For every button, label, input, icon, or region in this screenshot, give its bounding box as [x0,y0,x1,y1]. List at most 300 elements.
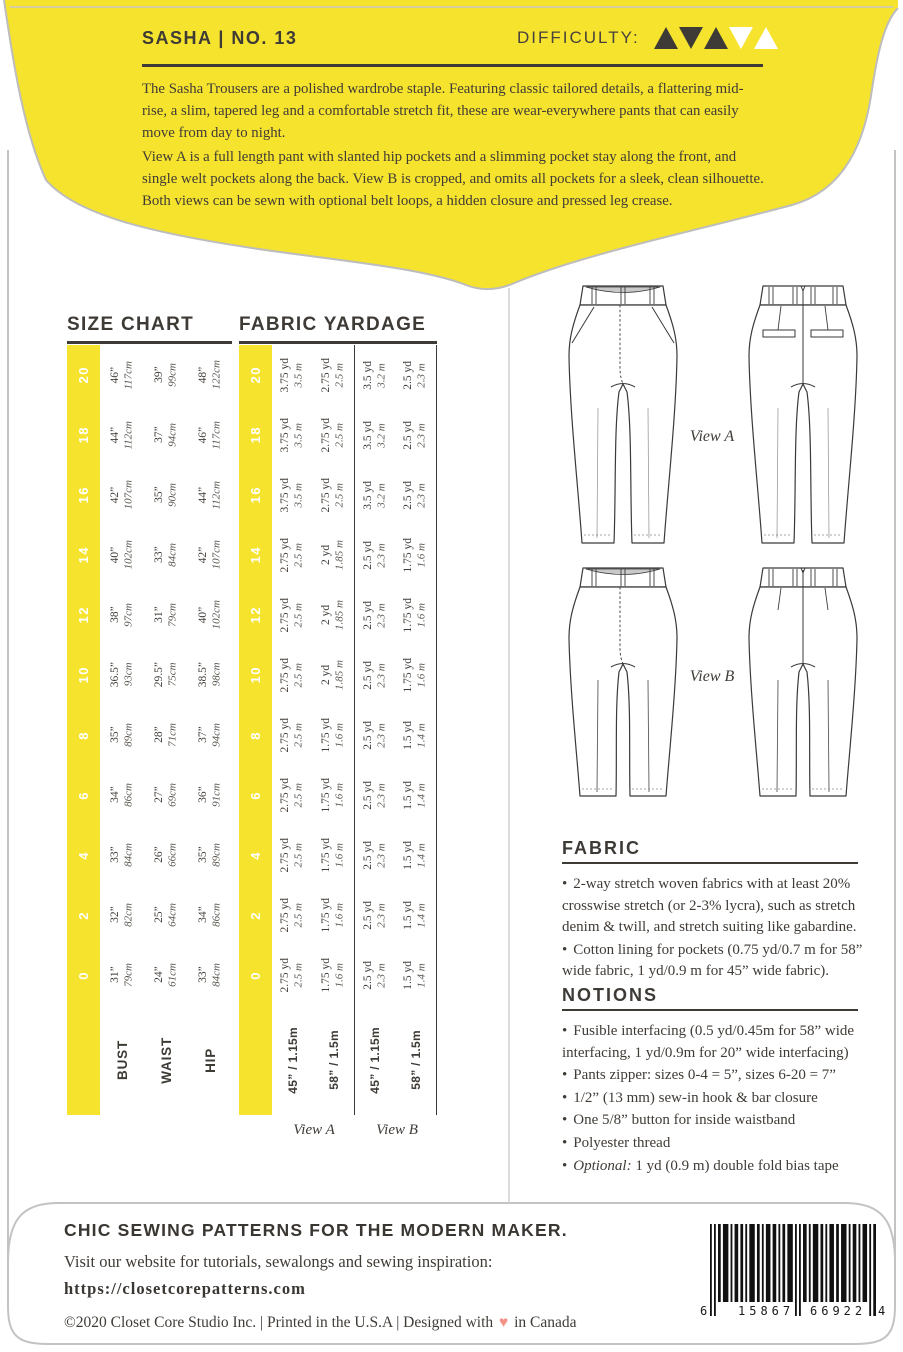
rotated-text [278,538,306,573]
bullet-item: • 1/2” (13 mm) sew-in hook & bar closure [562,1089,818,1106]
size-cell [67,945,100,1005]
size-column-footer [67,1005,100,1115]
rotated-text [401,961,429,990]
view-b-45-cell [354,825,395,885]
hip-cell [188,405,232,465]
value-line: 89cm [210,843,223,867]
view-a-58-cell [313,945,354,1005]
value-line: 64cm [166,903,179,927]
rotated-text [401,421,429,450]
value-line: 2.3 m [375,602,388,628]
value-line: 32” [109,906,122,924]
value-line: 31” [153,606,166,624]
size-cell [239,525,272,585]
value-line: 97cm [122,603,135,627]
value-line: 2.5 yd [361,780,374,810]
notions-heading: NOTIONS [562,985,659,1005]
view-b-front-drawing [553,562,693,814]
size-cell [239,585,272,645]
value-line: 1.75 yd [402,537,415,573]
value-line: 2 yd [320,664,333,686]
value-line: 2.5 yd [402,420,415,450]
value-line: 112cm [122,420,135,450]
size-column-footer [239,1005,272,1115]
size-chart-table [67,345,232,1115]
value-line: 3.5 yd [361,420,374,450]
value-line: 3.75 yd [279,417,292,453]
value-line: 93cm [122,663,135,687]
rotated-text [361,781,389,810]
value-line: 2.75 yd [279,777,292,813]
value-line: 89cm [122,723,135,747]
value-line: 102cm [122,540,135,570]
rotated-text [401,361,429,390]
rotated-text [319,418,347,453]
value-line: 38.5” [196,662,209,688]
difficulty-triangle-up-dark [654,27,678,49]
waist-cell [145,345,188,405]
rotated-text [159,1037,174,1084]
size-chart-heading: SIZE CHART [67,314,194,335]
waist-cell [145,765,188,825]
rotated-text [196,421,224,450]
value-line: 2.3 m [415,422,428,448]
value-line: 2.5 yd [361,900,374,930]
value-line: 79cm [166,603,179,627]
value-line: 4 [248,850,263,860]
value-line: 14 [248,546,263,564]
value-line: 45” / 1.15m [285,1026,300,1094]
view-a-58-cell [313,885,354,945]
hip-cell [188,465,232,525]
value-line: 42” [109,486,122,504]
value-line: 2.5 yd [361,660,374,690]
rotated-text [76,366,91,383]
rotated-text [108,903,136,927]
bullet-item: • Fusible interfacing (0.5 yd/0.45m for 58” wide interfacing, 1 yd/0.9m for 20” wide interfacing) [562,1023,855,1061]
value-line: 2.5 m [333,362,346,388]
value-line: 2 [76,910,91,920]
rotated-text [196,360,224,389]
view-b-58-cell [395,405,437,465]
hip-cell [188,645,232,705]
view-a-45-cell [272,765,313,825]
value-line: 40” [196,606,209,624]
view-b-45-cell [354,525,395,585]
rotated-text [152,903,180,927]
bullet-item: • Polyester thread [562,1134,671,1151]
rotated-text [361,961,389,990]
view-b-58-cell [395,825,437,885]
value-line: 12 [248,606,263,624]
rotated-text [196,723,224,747]
waist-cell [145,405,188,465]
value-line: 1.75 yd [402,657,415,693]
copyright-suffix: in Canada [514,1314,577,1331]
fabric-width-label [272,1005,313,1115]
value-line: 2 yd [320,544,333,566]
value-line: 2.3 m [375,902,388,928]
waist-cell [145,825,188,885]
value-line: 2.3 m [375,842,388,868]
rotated-text [196,903,224,927]
rotated-text [319,660,347,690]
size-cell [239,945,272,1005]
value-line: 86cm [122,783,135,807]
value-line: 46” [196,426,209,444]
view-a-58-cell [313,585,354,645]
value-line: 94cm [166,423,179,447]
rotated-text [248,971,263,980]
bullet-item: • Cotton lining for pockets (0.75 yd/0.7 m for 58” wide fabric, 1 yd/0.9 m for 45” wide fabric). [562,941,863,980]
value-line: 91cm [210,783,223,807]
rotated-text [108,843,136,867]
rotated-text [76,971,91,980]
value-line: 1.85 m [333,600,346,630]
bust-cell [100,885,145,945]
hip-cell [188,705,232,765]
value-line: 3.5 yd [361,360,374,390]
value-line: 1.75 yd [320,897,333,933]
rotated-text [108,421,136,450]
size-cell [67,645,100,705]
rotated-text [196,963,224,987]
value-line: 58” / 1.5m [408,1030,423,1090]
value-line: 2 yd [320,604,333,626]
view-b-58-cell [395,705,437,765]
view-b-58-cell [395,345,437,405]
view-a-45-cell [272,705,313,765]
hip-cell [188,945,232,1005]
bullet-item: • Pants zipper: sizes 0-4 = 5”, sizes 6-20 = 7” [562,1067,836,1084]
rotated-text [76,911,91,920]
waist-cell [145,525,188,585]
value-line: 112cm [210,480,223,510]
view-b-58-cell [395,765,437,825]
value-line: 6 [76,790,91,800]
value-line: 3.75 yd [279,477,292,513]
value-line: 26” [153,846,166,864]
value-line: 2.75 yd [279,597,292,633]
bullet-glyph: • [562,1089,568,1106]
value-line: 4 [76,850,91,860]
view-b-45-cell [354,765,395,825]
rotated-text [278,658,306,693]
value-line: 44” [196,486,209,504]
value-line: 1.85 m [333,660,346,690]
rotated-text [152,363,180,387]
value-line: 3.2 m [375,482,388,508]
rotated-text [401,841,429,870]
rotated-text [248,366,263,383]
bust-cell [100,705,145,765]
value-line: 3.5 m [292,362,305,388]
fabric-yardage-rule [239,341,437,344]
value-line: 94cm [210,723,223,747]
value-line: 34” [109,786,122,804]
fabric-yardage-heading: FABRIC YARDAGE [239,314,427,335]
rotated-text [361,661,389,690]
fabric-yardage-table [239,345,437,1115]
rotated-text [108,783,136,807]
value-line: 1.5 yd [402,960,415,990]
rotated-text [196,783,224,807]
rotated-text [278,418,306,453]
value-line: 84cm [122,843,135,867]
heart-icon: ♥ [499,1314,509,1331]
view-a-58-cell [313,405,354,465]
value-line: 1.75 yd [402,597,415,633]
value-line: 2.5 yd [361,600,374,630]
value-line: 10 [76,666,91,684]
value-line: 33” [196,966,209,984]
rotated-text [196,843,224,867]
rotated-text [196,662,224,687]
hip-cell [188,825,232,885]
bust-cell [100,645,145,705]
rotated-text [76,426,91,443]
value-line: 2.5 m [292,602,305,628]
view-a-45-cell [272,465,313,525]
value-line: 0 [76,970,91,980]
value-line: 1.6 m [333,902,346,928]
waist-cell [145,465,188,525]
bust-cell [100,825,145,885]
value-line: 122cm [210,360,223,390]
rotated-text [108,540,136,569]
rotated-text [319,600,347,630]
rotated-text [278,598,306,633]
value-line: 2.5 m [292,962,305,988]
difficulty-triangle-up-dark [704,27,728,49]
difficulty-rating [654,27,779,49]
rotated-text [319,478,347,513]
value-line: 3.5 m [292,422,305,448]
pattern-title: SASHA | NO. 13 [142,28,298,48]
rotated-text [152,723,180,747]
size-cell [239,405,272,465]
rotated-text [76,791,91,800]
value-line: 16 [76,486,91,504]
view-b-58-cell [395,465,437,525]
value-line: 2.5 m [292,842,305,868]
waist-cell [145,885,188,945]
view-b-45-cell [354,885,395,945]
value-line: HIP [202,1047,218,1073]
value-line: 1.6 m [333,962,346,988]
size-cell [239,765,272,825]
rotated-text [361,721,389,750]
value-line: 90cm [166,483,179,507]
rotated-text [401,481,429,510]
value-line: 1.6 m [415,662,428,688]
value-line: 2.75 yd [279,837,292,873]
view-b-58-cell [395,645,437,705]
value-line: 28” [153,726,166,744]
value-line: 37” [196,726,209,744]
value-line: 2.75 yd [279,897,292,933]
barcode-right-digit: 4 [878,1304,886,1318]
rotated-text [108,480,136,509]
bullet-item: • Optional: 1 yd (0.9 m) double fold bias tape [562,1157,839,1174]
value-line: 2.75 yd [279,717,292,753]
value-line: 45” / 1.15m [368,1026,382,1094]
value-line: 1.6 m [415,602,428,628]
value-line: 2.5 m [292,542,305,568]
view-b-45-cell [354,585,395,645]
view-b-58-cell [395,885,437,945]
rotated-text [152,843,180,867]
rotated-text [319,958,347,993]
value-line: 48” [196,366,209,384]
rotated-text [152,543,180,567]
value-line: 2.75 yd [279,537,292,573]
difficulty-triangle-down-dark [679,27,703,49]
value-line: 27” [153,786,166,804]
value-line: 2.75 yd [279,657,292,693]
value-line: 18 [76,426,91,444]
value-line: 2.3 m [375,782,388,808]
value-line: 24” [153,966,166,984]
barcode [698,1220,888,1332]
value-line: 6 [248,790,263,800]
barcode-group1: 15867 [738,1304,795,1318]
rotated-text [327,1030,341,1090]
rotated-text [248,666,263,683]
value-line: 12 [76,606,91,624]
value-line: 36.5” [109,662,122,688]
rotated-text [361,361,389,390]
fabric-rule [562,862,858,864]
rotated-text [401,538,429,573]
value-line: 1.85 m [333,540,346,570]
size-cell [67,405,100,465]
bust-cell [100,345,145,405]
value-line: 14 [76,546,91,564]
value-line: 1.5 yd [402,720,415,750]
bullet-item: • One 5/8” button for inside waistband [562,1112,796,1129]
bullet-glyph: • [562,876,568,892]
rotated-text [319,778,347,813]
notions-bullet-list [562,1021,874,1178]
barcode-group2: 66922 [810,1304,867,1318]
rotated-text [319,838,347,873]
rotated-text [401,721,429,750]
rotated-text [278,838,306,873]
view-a-45-cell [272,585,313,645]
yardage-view-a-label: View A [293,1122,335,1138]
value-line: 1.6 m [333,782,346,808]
bust-cell [100,465,145,525]
view-b-back-drawing [733,562,873,814]
value-line: 33” [153,546,166,564]
rotated-text [361,901,389,930]
size-cell [67,825,100,885]
size-cell [239,645,272,705]
value-line: WAIST [159,1036,174,1084]
rotated-text [248,791,263,800]
value-line: 1.4 m [415,962,428,988]
size-cell [67,885,100,945]
value-line: 2.5 m [333,482,346,508]
value-line: 18 [248,426,263,444]
copyright-line [64,1314,577,1332]
size-cell [239,825,272,885]
value-line: 46” [109,366,122,384]
value-line: 2.5 yd [402,480,415,510]
rotated-text [76,666,91,683]
bullet-glyph: • [562,1112,568,1129]
rotated-text [248,731,263,740]
rotated-text [278,778,306,813]
value-line: 1.6 m [333,842,346,868]
yardage-view-b-label: View B [376,1122,418,1138]
size-chart-rule [67,341,232,344]
value-line: 2.3 m [375,542,388,568]
rotated-text [248,851,263,860]
value-line: 102cm [210,600,223,630]
waist-cell [145,645,188,705]
view-a-front-drawing [553,280,693,562]
value-line: 117cm [210,420,223,450]
hip-cell [188,525,232,585]
value-line: 10 [248,666,263,684]
value-line: 107cm [210,540,223,570]
rotated-text [361,541,389,570]
view-a-45-cell [272,525,313,585]
barcode-left-digit: 6 [700,1304,708,1318]
rotated-text [409,1030,423,1090]
rotated-text [286,1027,300,1094]
value-line: 1.75 yd [320,777,333,813]
bust-cell [100,945,145,1005]
value-line: 79cm [122,963,135,987]
rotated-text [152,783,180,807]
measurement-label [188,1005,232,1115]
value-line: 2.3 m [415,482,428,508]
value-line: 42” [196,546,209,564]
bust-cell [100,525,145,585]
rotated-text [76,606,91,623]
view-a-back-drawing [733,280,873,562]
bullet-glyph: • [562,1023,568,1039]
rotated-text [278,958,306,993]
size-cell [239,345,272,405]
view-a-58-cell [313,645,354,705]
rotated-text [152,483,180,507]
rotated-text [278,718,306,753]
value-line: 1.6 m [415,542,428,568]
value-line: 2.75 yd [320,357,333,393]
value-line: 2 [248,910,263,920]
rotated-text [152,423,180,447]
rotated-text [115,1040,130,1080]
difficulty-triangle-down-white [729,27,753,49]
value-line: 107cm [122,480,135,510]
rotated-text [319,540,347,570]
value-line: 36” [196,786,209,804]
value-line: 71cm [166,723,179,747]
rotated-text [76,486,91,503]
view-a-45-cell [272,825,313,885]
rotated-text [76,546,91,563]
view-a-58-cell [313,765,354,825]
value-line: 2.5 yd [361,960,374,990]
rotated-text [319,898,347,933]
value-line: 2.3 m [415,362,428,388]
bullet-glyph: • [562,1157,568,1174]
size-cell [67,465,100,525]
